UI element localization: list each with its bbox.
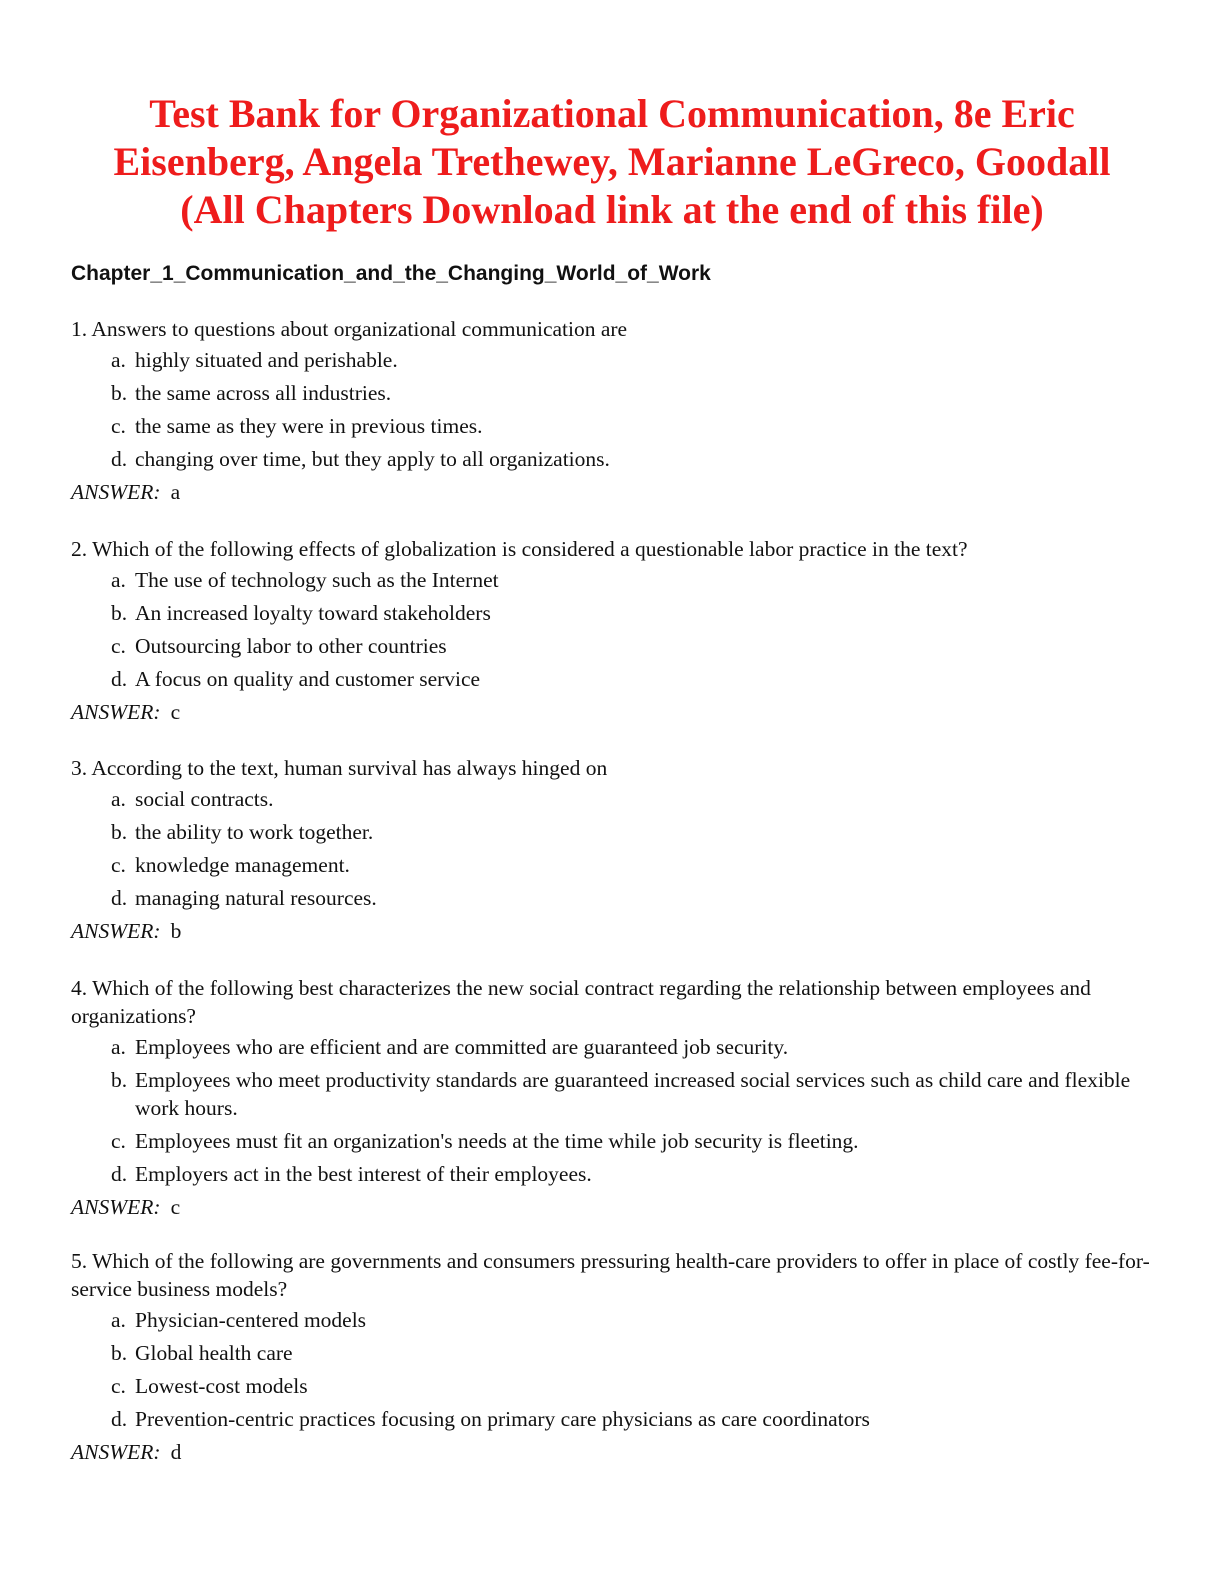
- answer-option-c: c. Employees must fit an organization's needs at the time while job security is fleeting.: [111, 1129, 859, 1153]
- answer-option-c: c. Lowest-cost models: [111, 1374, 308, 1398]
- question-stem: 5. Which of the following are governments and consumers pressuring health-care providers to offer in place of costly fee-for-service business models?: [71, 1249, 1150, 1301]
- answer-value: d: [170, 1440, 182, 1464]
- answer-line: [71, 478, 1151, 506]
- question-stem: 2. Which of the following effects of globalization is considered a questionable labor practice in the text?: [71, 537, 968, 561]
- question-4: [71, 974, 1151, 1221]
- answer-label: ANSWER:: [71, 919, 161, 943]
- answer-option-c: c. knowledge management.: [111, 853, 350, 877]
- question-stem: 3. According to the text, human survival has always hinged on: [71, 756, 608, 780]
- question-1: [71, 315, 1151, 506]
- answer-option-b: b. An increased loyalty toward stakeholders: [111, 601, 491, 625]
- answer-option-b: b. the ability to work together.: [111, 820, 374, 844]
- answer-option-d: d. Employers act in the best interest of their employees.: [111, 1162, 592, 1186]
- answer-option-b: b. Global health care: [111, 1341, 293, 1365]
- answer-option-a: a. highly situated and perishable.: [111, 348, 398, 372]
- answer-value: c: [170, 700, 181, 724]
- answer-option-a: a. Physician-centered models: [111, 1308, 367, 1332]
- title-line: Eisenberg, Angela Trethewey, Marianne LeGreco, Goodall: [113, 139, 1111, 184]
- answer-label: ANSWER:: [71, 1440, 161, 1464]
- answer-option-b: b. Employees who meet productivity standards are guaranteed increased social services such as child care and flexible work hours.: [111, 1068, 1131, 1120]
- answer-option-d: d. A focus on quality and customer service: [111, 667, 481, 691]
- question-5: [71, 1247, 1151, 1466]
- answer-value: b: [170, 919, 182, 943]
- title-line: (All Chapters Download link at the end of this file): [180, 187, 1044, 232]
- answer-value: c: [170, 1195, 181, 1219]
- answer-option-d: d. managing natural resources.: [111, 886, 377, 910]
- answer-option-d: d. changing over time, but they apply to all organizations.: [111, 447, 610, 471]
- answer-option-a: a. social contracts.: [111, 787, 274, 811]
- question-3: [71, 754, 1151, 945]
- answer-option-b: b. the same across all industries.: [111, 381, 392, 405]
- answer-label: ANSWER:: [71, 480, 161, 504]
- answer-label: ANSWER:: [71, 1195, 161, 1219]
- question-stem: 1. Answers to questions about organizational communication are: [71, 317, 628, 341]
- answer-line: [71, 917, 1151, 945]
- question-stem: 4. Which of the following best characterizes the new social contract regarding the relationship between employees and organizations?: [71, 976, 1091, 1028]
- question-2: [71, 535, 1151, 726]
- title-line: Test Bank for Organizational Communication, 8e Eric: [149, 91, 1075, 136]
- answer-option-c: c. Outsourcing labor to other countries: [111, 634, 447, 658]
- answer-line: [71, 1193, 1151, 1221]
- answer-line: [71, 1438, 1151, 1466]
- answer-option-c: c. the same as they were in previous times.: [111, 414, 483, 438]
- answer-value: a: [170, 480, 181, 504]
- answer-label: ANSWER:: [71, 700, 161, 724]
- answer-line: [71, 698, 1151, 726]
- answer-option-a: a. Employees who are efficient and are committed are guaranteed job security.: [111, 1035, 789, 1059]
- answer-option-d: d. Prevention-centric practices focusing on primary care physicians as care coordinators: [111, 1407, 870, 1431]
- document-title: [40, 90, 1184, 234]
- chapter-heading: Chapter_1_Communication_and_the_Changing_World_of_Work: [71, 262, 711, 285]
- answer-option-a: a. The use of technology such as the Internet: [111, 568, 499, 592]
